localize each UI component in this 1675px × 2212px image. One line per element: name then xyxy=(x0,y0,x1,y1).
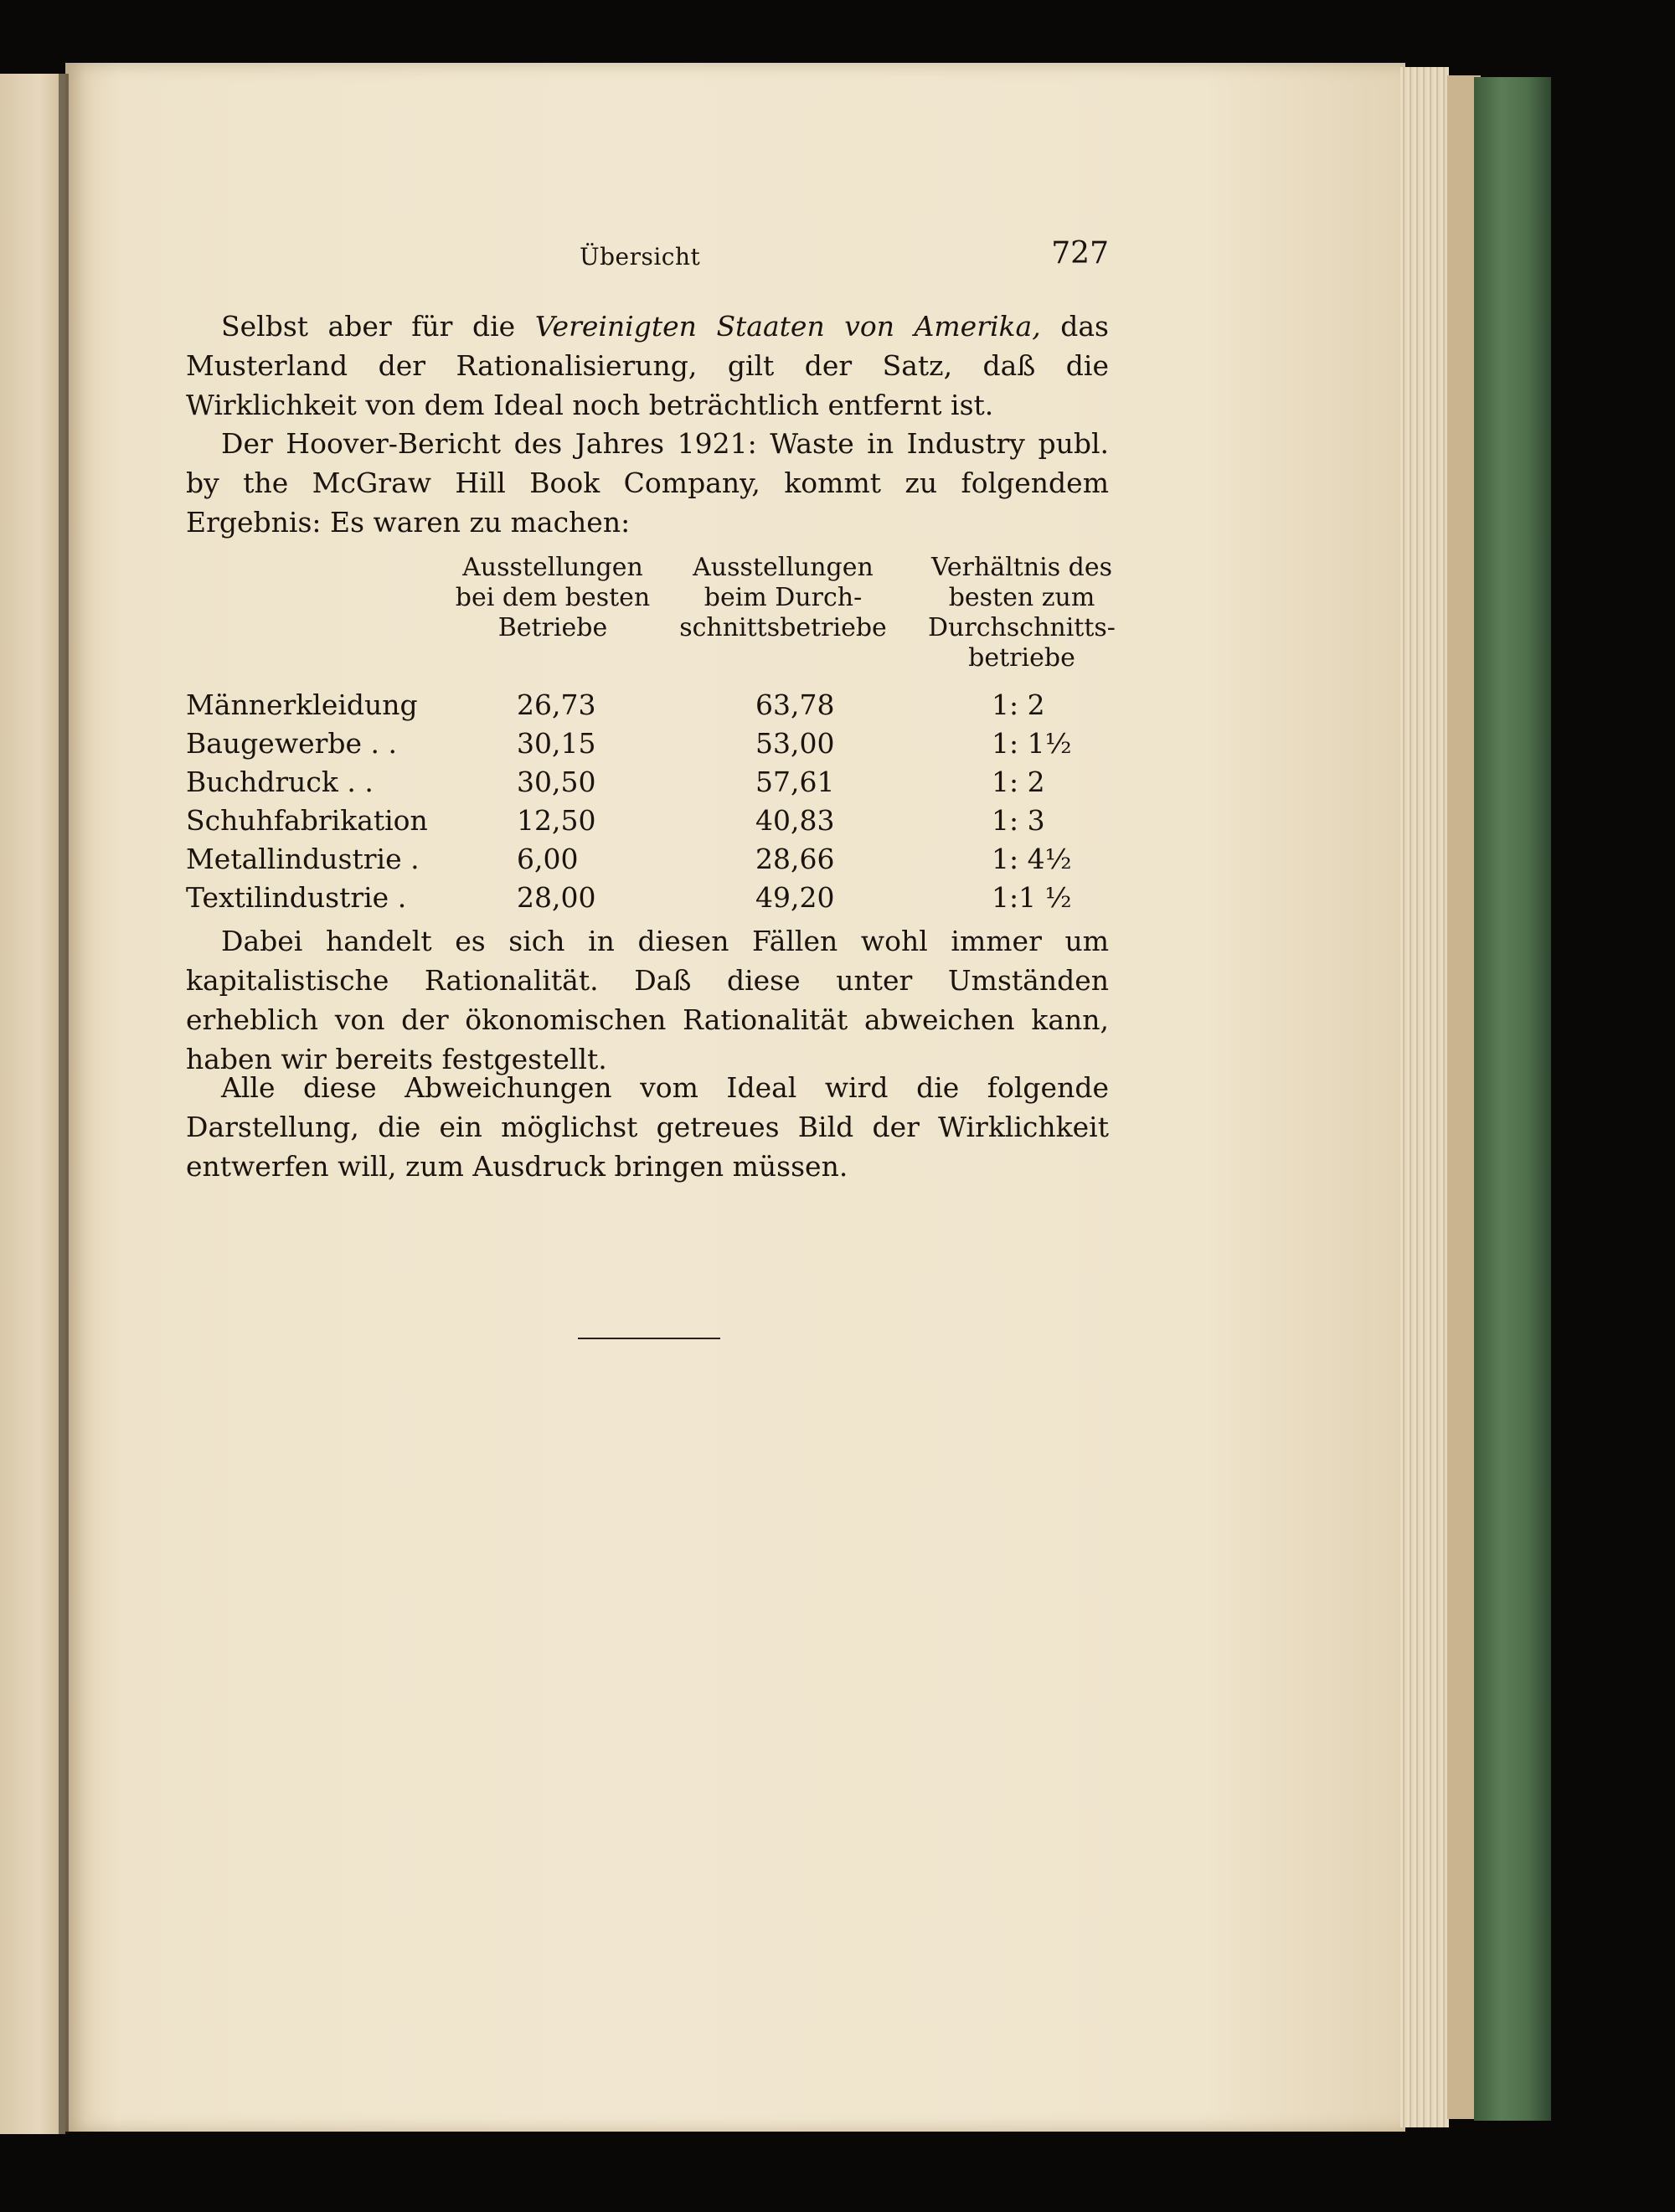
table-header-line: beim Durch- xyxy=(704,583,863,612)
gutter-shadow xyxy=(59,74,69,2134)
paragraph-4 xyxy=(186,1068,1109,1186)
previous-page-edge xyxy=(0,74,65,2134)
table-row: Textilindustrie . 28,00 49,20 1:1 ½ xyxy=(186,881,1072,914)
table-row: Männerkleidung 26,73 63,78 1: 2 xyxy=(186,688,1045,721)
row-ratio-value: 1: 2 xyxy=(992,766,1045,798)
row-label: Metallindustrie . xyxy=(186,843,420,875)
row-average-value: 57,61 xyxy=(755,766,835,798)
row-label: Schuhfabrikation xyxy=(186,804,428,837)
section-end-rule xyxy=(578,1338,720,1339)
table-header-line: betriebe xyxy=(968,643,1075,673)
row-average-value: 49,20 xyxy=(755,881,835,914)
paragraph-3 xyxy=(186,921,1109,1079)
paragraph-2 xyxy=(186,424,1109,542)
row-average-value: 63,78 xyxy=(755,688,835,721)
table-header-line: schnittsbetriebe xyxy=(679,613,887,642)
table-header-line: Durchschnitts- xyxy=(928,613,1116,642)
row-average-value: 40,83 xyxy=(755,804,835,837)
row-ratio-value: 1: 1½ xyxy=(992,727,1072,760)
paragraph-2-text: Der Hoover-Bericht des Jahres 1921: Waste in Industry publ. by the McGraw Hill Book Company, kommt zu folgendem Ergebnis: Es waren zu machen: xyxy=(186,427,1109,539)
table-row: Metallindustrie . 6,00 28,66 1: 4½ xyxy=(186,843,1072,875)
page-number: 727 xyxy=(1051,236,1109,271)
table-header-line: Betriebe xyxy=(497,613,608,642)
row-average-value: 53,00 xyxy=(755,727,835,760)
row-ratio-value: 1: 3 xyxy=(992,804,1045,837)
paragraph-1-end: das Musterland der Rationalisierung, gilt der Satz, daß die Wirklichkeit von dem Ideal noch beträchtlich entfernt ist. xyxy=(186,310,1109,421)
paragraph-4-text: Alle diese Abweichungen vom Ideal wird die folgende Darstellung, die ein möglichst getreues Bild der Wirklichkeit entwerfen will, zum Ausdruck bringen müssen. xyxy=(186,1071,1109,1183)
table-header-average xyxy=(670,553,896,643)
row-ratio-value: 1:1 ½ xyxy=(992,881,1072,914)
row-label: Baugewerbe . . xyxy=(186,727,397,760)
paragraph-1 xyxy=(186,307,1109,425)
page-fore-edges xyxy=(1400,67,1449,2127)
table-header-line: Ausstellungen xyxy=(693,553,874,582)
row-label: Buchdruck . . xyxy=(186,766,374,798)
table-row: Buchdruck . . 30,50 57,61 1: 2 xyxy=(186,766,1045,798)
running-header xyxy=(186,236,1109,278)
table-header-line: Ausstellungen xyxy=(462,553,643,582)
running-title: Übersicht xyxy=(580,243,701,271)
row-ratio-value: 1: 2 xyxy=(992,688,1045,721)
table-header-line: besten zum xyxy=(948,583,1095,612)
green-cloth-cover xyxy=(1474,77,1551,2121)
table-header-best xyxy=(448,553,657,643)
paragraph-1-italic: Vereinigten Staaten von Amerika, xyxy=(534,310,1041,343)
paragraph-1-start: Selbst aber für die xyxy=(221,310,535,343)
row-average-value: 28,66 xyxy=(755,843,835,875)
row-label: Männerkleidung xyxy=(186,688,418,721)
table-header-line: Verhältnis des xyxy=(930,553,1113,582)
row-label: Textilindustrie . xyxy=(186,881,407,914)
table-header-ratio xyxy=(909,553,1135,673)
table-row: Schuhfabrikation 12,50 40,83 1: 3 xyxy=(186,804,1045,837)
paragraph-3-text: Dabei handelt es sich in diesen Fällen wohl immer um kapitalistische Rationalität. Daß diese unter Umständen erheblich von der ökonomischen Rationalität abweichen kann, haben wir bereits festgestellt. xyxy=(186,925,1109,1075)
table-row: Baugewerbe . . 30,15 53,00 1: 1½ xyxy=(186,727,1072,760)
table-header-line: bei dem besten xyxy=(455,583,651,612)
row-ratio-value: 1: 4½ xyxy=(992,843,1072,875)
